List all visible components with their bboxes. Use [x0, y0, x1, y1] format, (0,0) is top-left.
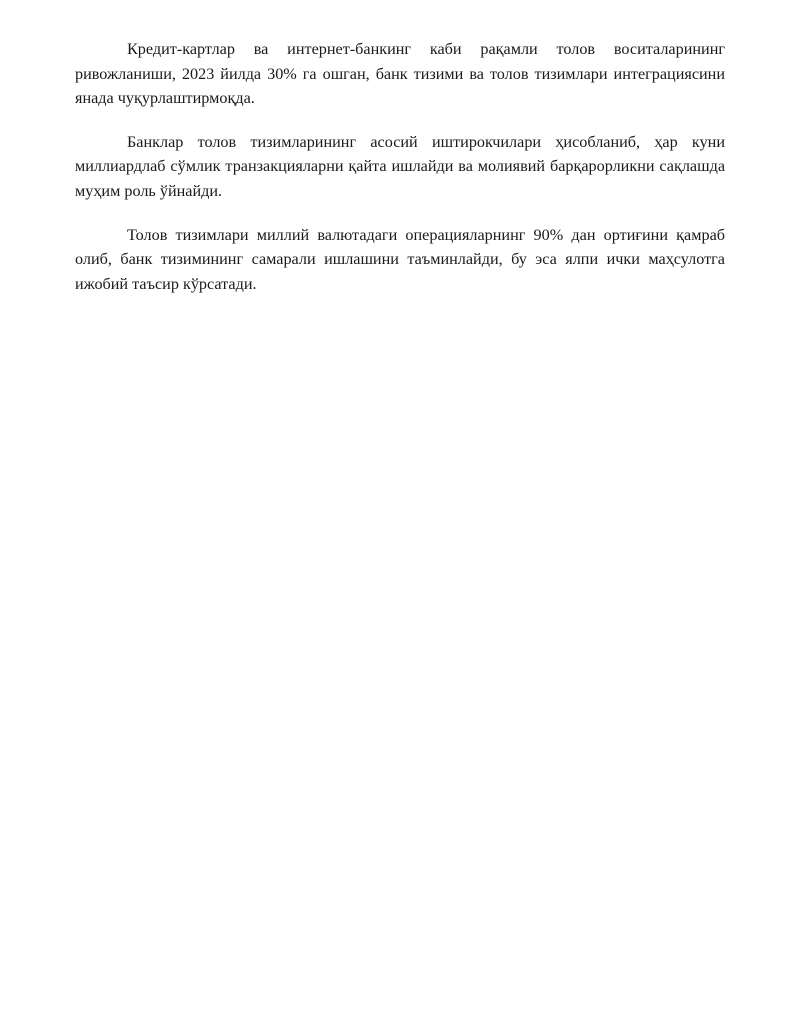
paragraph-1: Кредит-картлар ва интернет-банкинг каби рақамли толов воситаларининг ривожланиши, 2023 йилда 30% га ошган, банк тизими ва толов тизимлари интеграциясини янада чуқурлаштирмоқда. — [75, 40, 725, 108]
paragraph-3: Толов тизимлари миллий валютадаги операцияларнинг 90% дан ортиғини қамраб олиб, банк тизимининг самарали ишлашини таъминлайди, бу эса ялпи ички маҳсулотга ижобий таъсир кўрсатади. — [75, 225, 725, 293]
document-body — [75, 37, 725, 315]
paragraph-2: Банклар толов тизимларининг асосий иштирокчилари ҳисобланиб, ҳар куни миллиардлаб сўмлик транзакцияларни қайта ишлайди ва молиявий барқарорликни сақлашда муҳим роль ўйнайди. — [75, 132, 725, 200]
